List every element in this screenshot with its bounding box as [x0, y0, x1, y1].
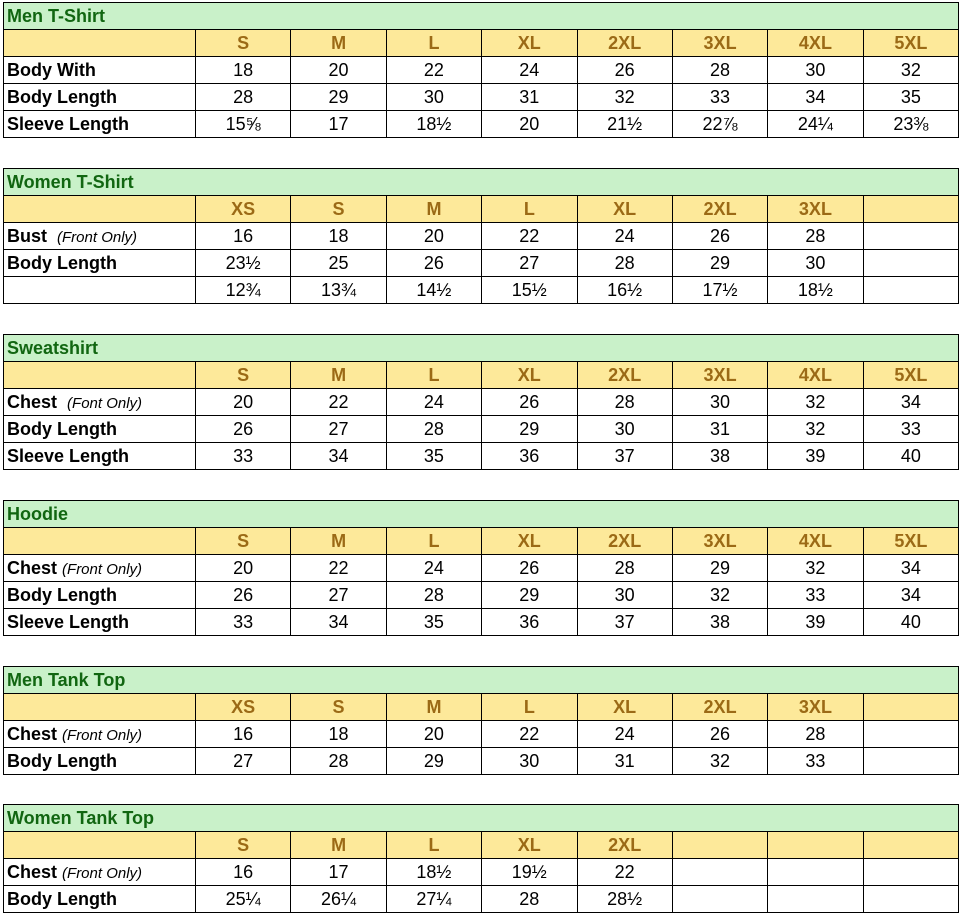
size-header: 3XL	[672, 30, 767, 57]
value-cell: 33	[768, 748, 863, 775]
table-row	[4, 721, 959, 748]
size-header: XS	[196, 196, 291, 223]
value-cell: 36	[482, 609, 577, 636]
header-blank	[4, 362, 196, 389]
value-cell: 26¼	[291, 886, 386, 913]
row-label: Body Length	[4, 250, 196, 277]
size-header: M	[291, 362, 386, 389]
row-note: (Front Only)	[62, 560, 143, 578]
size-header: S	[196, 528, 291, 555]
value-cell: 20	[386, 721, 481, 748]
row-note: (Front Only)	[62, 864, 143, 882]
row-label: Chest (Front Only)	[4, 721, 196, 748]
value-cell: 26	[672, 721, 767, 748]
value-cell: 26	[672, 223, 767, 250]
header-blank	[4, 528, 196, 555]
size-header: XL	[482, 362, 577, 389]
value-cell: 20	[196, 555, 291, 582]
row-label: Chest (Font Only)	[4, 389, 196, 416]
size-header: L	[482, 196, 577, 223]
value-cell: 33	[672, 84, 767, 111]
size-header	[863, 832, 958, 859]
value-cell: 17½	[672, 277, 767, 304]
row-label: Sleeve Length	[4, 111, 196, 138]
size-header: L	[386, 362, 481, 389]
value-cell: 24	[482, 57, 577, 84]
value-cell: 28½	[577, 886, 672, 913]
value-cell: 28	[672, 57, 767, 84]
value-cell: 21½	[577, 111, 672, 138]
size-header: 2XL	[672, 694, 767, 721]
size-header: 4XL	[768, 528, 863, 555]
value-cell: 18½	[386, 111, 481, 138]
value-cell: 22	[577, 859, 672, 886]
header-blank	[4, 694, 196, 721]
value-cell: 29	[482, 416, 577, 443]
value-cell: 28	[768, 721, 863, 748]
value-cell	[768, 859, 863, 886]
table-row	[4, 582, 959, 609]
value-cell: 34	[768, 84, 863, 111]
row-note: (Front Only)	[57, 228, 138, 246]
hoodie-size-table	[3, 500, 959, 636]
size-header: XL	[577, 694, 672, 721]
value-cell: 32	[577, 84, 672, 111]
value-cell: 29	[482, 582, 577, 609]
value-cell: 15⅝	[196, 111, 291, 138]
table-row	[4, 389, 959, 416]
value-cell: 18½	[768, 277, 863, 304]
size-header: XL	[577, 196, 672, 223]
value-cell: 24	[577, 223, 672, 250]
value-cell: 27	[196, 748, 291, 775]
row-label	[4, 277, 196, 304]
header-blank	[4, 30, 196, 57]
size-header: L	[386, 832, 481, 859]
size-header: 3XL	[768, 694, 863, 721]
size-header: M	[291, 832, 386, 859]
value-cell: 20	[196, 389, 291, 416]
value-cell: 30	[386, 84, 481, 111]
value-cell: 31	[577, 748, 672, 775]
men-tank-top-size-table	[3, 666, 959, 775]
value-cell: 30	[672, 389, 767, 416]
value-cell: 39	[768, 609, 863, 636]
size-header: S	[196, 362, 291, 389]
table-row	[4, 277, 959, 304]
table-row	[4, 886, 959, 913]
value-cell: 17	[291, 859, 386, 886]
table-title: Men T-Shirt	[4, 3, 959, 30]
value-cell: 29	[291, 84, 386, 111]
size-header: 3XL	[672, 528, 767, 555]
size-header	[863, 694, 959, 721]
row-note: (Font Only)	[67, 394, 143, 412]
table-title: Hoodie	[4, 501, 959, 528]
value-cell: 37	[577, 609, 672, 636]
value-cell: 20	[291, 57, 386, 84]
value-cell: 18½	[386, 859, 481, 886]
women-tshirt-size-table	[3, 168, 959, 304]
size-header: M	[386, 694, 481, 721]
value-cell: 34	[291, 443, 386, 470]
size-header: L	[386, 30, 481, 57]
row-label: Body Length	[4, 886, 196, 913]
size-header: S	[196, 30, 291, 57]
value-cell: 27	[482, 250, 577, 277]
size-header: L	[386, 528, 481, 555]
size-header: 2XL	[577, 362, 672, 389]
value-cell: 28	[577, 389, 672, 416]
value-cell: 31	[672, 416, 767, 443]
value-cell: 26	[482, 555, 577, 582]
value-cell: 20	[482, 111, 577, 138]
value-cell: 28	[386, 582, 481, 609]
table-title: Women Tank Top	[4, 805, 959, 832]
value-cell: 22	[386, 57, 481, 84]
value-cell: 27	[291, 416, 386, 443]
table-row	[4, 748, 959, 775]
row-label: Sleeve Length	[4, 609, 196, 636]
value-cell: 28	[577, 555, 672, 582]
value-cell: 32	[672, 582, 767, 609]
row-label: Body Length	[4, 582, 196, 609]
value-cell: 28	[577, 250, 672, 277]
row-note: (Front Only)	[62, 726, 143, 744]
value-cell: 30	[577, 582, 672, 609]
value-cell: 35	[386, 443, 481, 470]
value-cell: 35	[386, 609, 481, 636]
value-cell: 32	[768, 555, 863, 582]
table-row	[4, 859, 959, 886]
value-cell	[863, 277, 958, 304]
size-header: XL	[482, 832, 577, 859]
size-header: 2XL	[672, 196, 767, 223]
value-cell: 23½	[196, 250, 291, 277]
size-header	[768, 832, 863, 859]
header-blank	[4, 196, 196, 223]
value-cell: 26	[482, 389, 577, 416]
size-header	[863, 196, 958, 223]
value-cell: 29	[386, 748, 481, 775]
value-cell: 25	[291, 250, 386, 277]
value-cell: 26	[196, 582, 291, 609]
table-row	[4, 57, 959, 84]
value-cell: 16½	[577, 277, 672, 304]
row-label: Body Length	[4, 416, 196, 443]
value-cell: 34	[863, 582, 958, 609]
value-cell: 20	[386, 223, 481, 250]
value-cell: 22	[482, 223, 577, 250]
value-cell	[863, 886, 958, 913]
value-cell: 39	[768, 443, 863, 470]
value-cell: 24	[386, 555, 481, 582]
value-cell: 23⅜	[863, 111, 958, 138]
value-cell: 22	[482, 721, 577, 748]
size-header: 4XL	[768, 30, 863, 57]
size-header: XL	[482, 30, 577, 57]
table-row	[4, 111, 959, 138]
value-cell: 30	[482, 748, 577, 775]
value-cell	[672, 859, 767, 886]
value-cell: 16	[196, 721, 291, 748]
value-cell	[768, 886, 863, 913]
row-label: Chest (Front Only)	[4, 555, 196, 582]
value-cell: 32	[768, 416, 863, 443]
size-header: 3XL	[768, 196, 863, 223]
value-cell: 24¼	[768, 111, 863, 138]
value-cell: 22	[291, 555, 386, 582]
value-cell: 34	[863, 555, 958, 582]
size-header: 5XL	[863, 528, 958, 555]
size-header: 2XL	[577, 528, 672, 555]
size-header: XS	[196, 694, 291, 721]
value-cell: 27	[291, 582, 386, 609]
value-cell: 38	[672, 443, 767, 470]
value-cell: 36	[482, 443, 577, 470]
size-header: S	[291, 196, 386, 223]
value-cell: 40	[863, 443, 958, 470]
header-blank	[4, 832, 196, 859]
value-cell: 35	[863, 84, 958, 111]
value-cell: 31	[482, 84, 577, 111]
value-cell: 26	[386, 250, 481, 277]
value-cell: 14½	[386, 277, 481, 304]
size-header: L	[482, 694, 577, 721]
value-cell: 33	[196, 609, 291, 636]
value-cell: 32	[863, 57, 958, 84]
value-cell: 28	[291, 748, 386, 775]
size-header: 2XL	[577, 30, 672, 57]
value-cell: 37	[577, 443, 672, 470]
size-header	[672, 832, 767, 859]
table-row	[4, 250, 959, 277]
table-title: Men Tank Top	[4, 667, 959, 694]
value-cell: 26	[196, 416, 291, 443]
value-cell	[863, 721, 959, 748]
women-tank-top-size-table	[3, 804, 959, 913]
value-cell: 22⅞	[672, 111, 767, 138]
value-cell: 24	[386, 389, 481, 416]
row-label: Chest (Front Only)	[4, 859, 196, 886]
table-row	[4, 84, 959, 111]
value-cell: 40	[863, 609, 958, 636]
value-cell: 18	[196, 57, 291, 84]
sweatshirt-size-table	[3, 334, 959, 470]
value-cell: 19½	[482, 859, 577, 886]
value-cell: 32	[672, 748, 767, 775]
row-label: Body With	[4, 57, 196, 84]
table-row	[4, 443, 959, 470]
value-cell: 28	[482, 886, 577, 913]
table-row	[4, 416, 959, 443]
value-cell: 28	[196, 84, 291, 111]
table-row	[4, 555, 959, 582]
size-header: M	[291, 528, 386, 555]
value-cell: 33	[196, 443, 291, 470]
size-header: M	[291, 30, 386, 57]
size-header: 4XL	[768, 362, 863, 389]
table-row	[4, 223, 959, 250]
value-cell: 18	[291, 721, 386, 748]
size-header: 5XL	[863, 362, 958, 389]
size-header: S	[196, 832, 291, 859]
value-cell: 26	[577, 57, 672, 84]
value-cell: 22	[291, 389, 386, 416]
value-cell	[863, 250, 958, 277]
size-header: S	[291, 694, 386, 721]
table-row	[4, 609, 959, 636]
value-cell: 17	[291, 111, 386, 138]
value-cell: 34	[291, 609, 386, 636]
size-header: M	[386, 196, 481, 223]
value-cell	[672, 886, 767, 913]
value-cell	[863, 223, 958, 250]
value-cell: 12¾	[196, 277, 291, 304]
value-cell: 13¾	[291, 277, 386, 304]
value-cell: 32	[768, 389, 863, 416]
value-cell: 24	[577, 721, 672, 748]
value-cell	[863, 748, 959, 775]
value-cell: 28	[386, 416, 481, 443]
value-cell: 16	[196, 859, 291, 886]
value-cell: 28	[768, 223, 863, 250]
value-cell: 29	[672, 555, 767, 582]
value-cell: 30	[768, 57, 863, 84]
value-cell: 27¼	[386, 886, 481, 913]
men-tshirt-size-table	[3, 2, 959, 138]
size-header: 2XL	[577, 832, 672, 859]
value-cell: 38	[672, 609, 767, 636]
row-label: Sleeve Length	[4, 443, 196, 470]
value-cell: 33	[863, 416, 958, 443]
size-header: 5XL	[863, 30, 958, 57]
value-cell: 29	[672, 250, 767, 277]
table-title: Sweatshirt	[4, 335, 959, 362]
row-label: Bust (Front Only)	[4, 223, 196, 250]
value-cell: 30	[577, 416, 672, 443]
value-cell	[863, 859, 958, 886]
size-header: XL	[482, 528, 577, 555]
size-header: 3XL	[672, 362, 767, 389]
value-cell: 34	[863, 389, 958, 416]
value-cell: 15½	[482, 277, 577, 304]
table-title: Women T-Shirt	[4, 169, 959, 196]
value-cell: 16	[196, 223, 291, 250]
value-cell: 33	[768, 582, 863, 609]
value-cell: 25¼	[196, 886, 291, 913]
value-cell: 18	[291, 223, 386, 250]
row-label: Body Length	[4, 84, 196, 111]
row-label: Body Length	[4, 748, 196, 775]
value-cell: 30	[768, 250, 863, 277]
